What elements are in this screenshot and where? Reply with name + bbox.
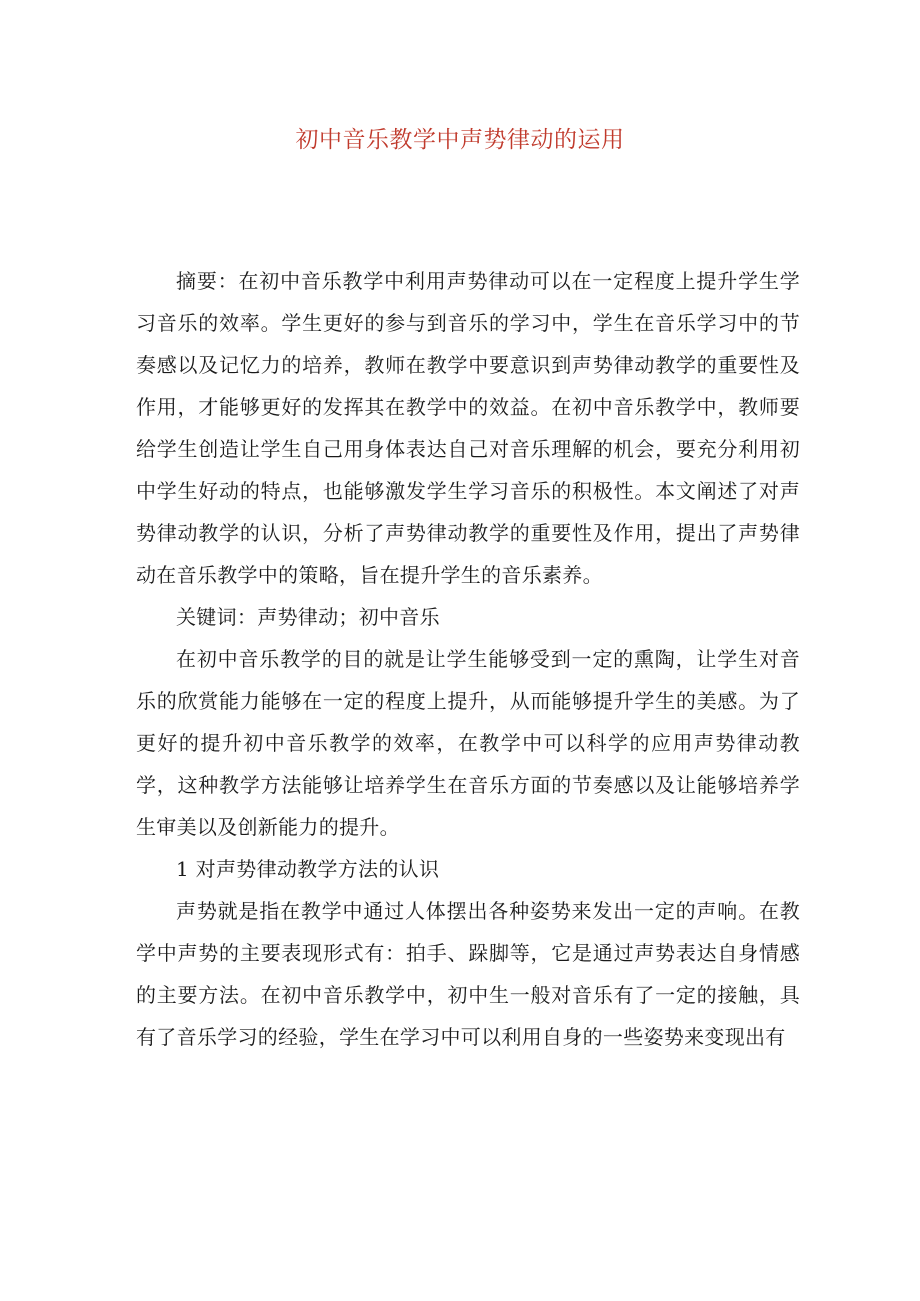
intro-paragraph: 在初中音乐教学的目的就是让学生能够受到一定的熏陶，让学生对音乐的欣赏能力能够在一定的程度上提升，从而能够提升学生的美感。为了更好的提升初中音乐教学的效率，在教学中可以科学的应用声势律动教学，这种教学方法能够让培养学生在音乐方面的节奏感以及让能够培养学生审美以及创新能力的提升。 [136, 647, 800, 839]
keywords-paragraph: 关键词：声势律动；初中音乐 [176, 605, 440, 629]
document-body [136, 260, 800, 1058]
abstract-paragraph: 摘要：在初中音乐教学中利用声势律动可以在一定程度上提升学生学习音乐的效率。学生更好的参与到音乐的学习中，学生在音乐学习中的节奏感以及记忆力的培养，教师在教学中要意识到声势律动教学的重要性及作用，才能够更好的发挥其在教学中的效益。在初中音乐教学中，教师要给学生创造让学生自己用身体表达自己对音乐理解的机会，要充分利用初中学生好动的特点，也能够激发学生学习音乐的积极性。本文阐述了对声势律动教学的认识，分析了声势律动教学的重要性及作用，提出了声势律动在音乐教学中的策略，旨在提升学生的音乐素养。 [136, 269, 800, 587]
section-heading-1: 1 对声势律动教学方法的认识 [176, 857, 440, 881]
document-title: 初中音乐教学中声势律动的运用 [295, 127, 625, 153]
section-1-paragraph: 声势就是指在教学中通过人体摆出各种姿势来发出一定的声响。在教学中声势的主要表现形式有：拍手、跺脚等，它是通过声势表达自身情感的主要方法。在初中音乐教学中，初中生一般对音乐有了一定的接触，具有了音乐学习的经验，学生在学习中可以利用自身的一些姿势来变现出有 [136, 899, 800, 1049]
